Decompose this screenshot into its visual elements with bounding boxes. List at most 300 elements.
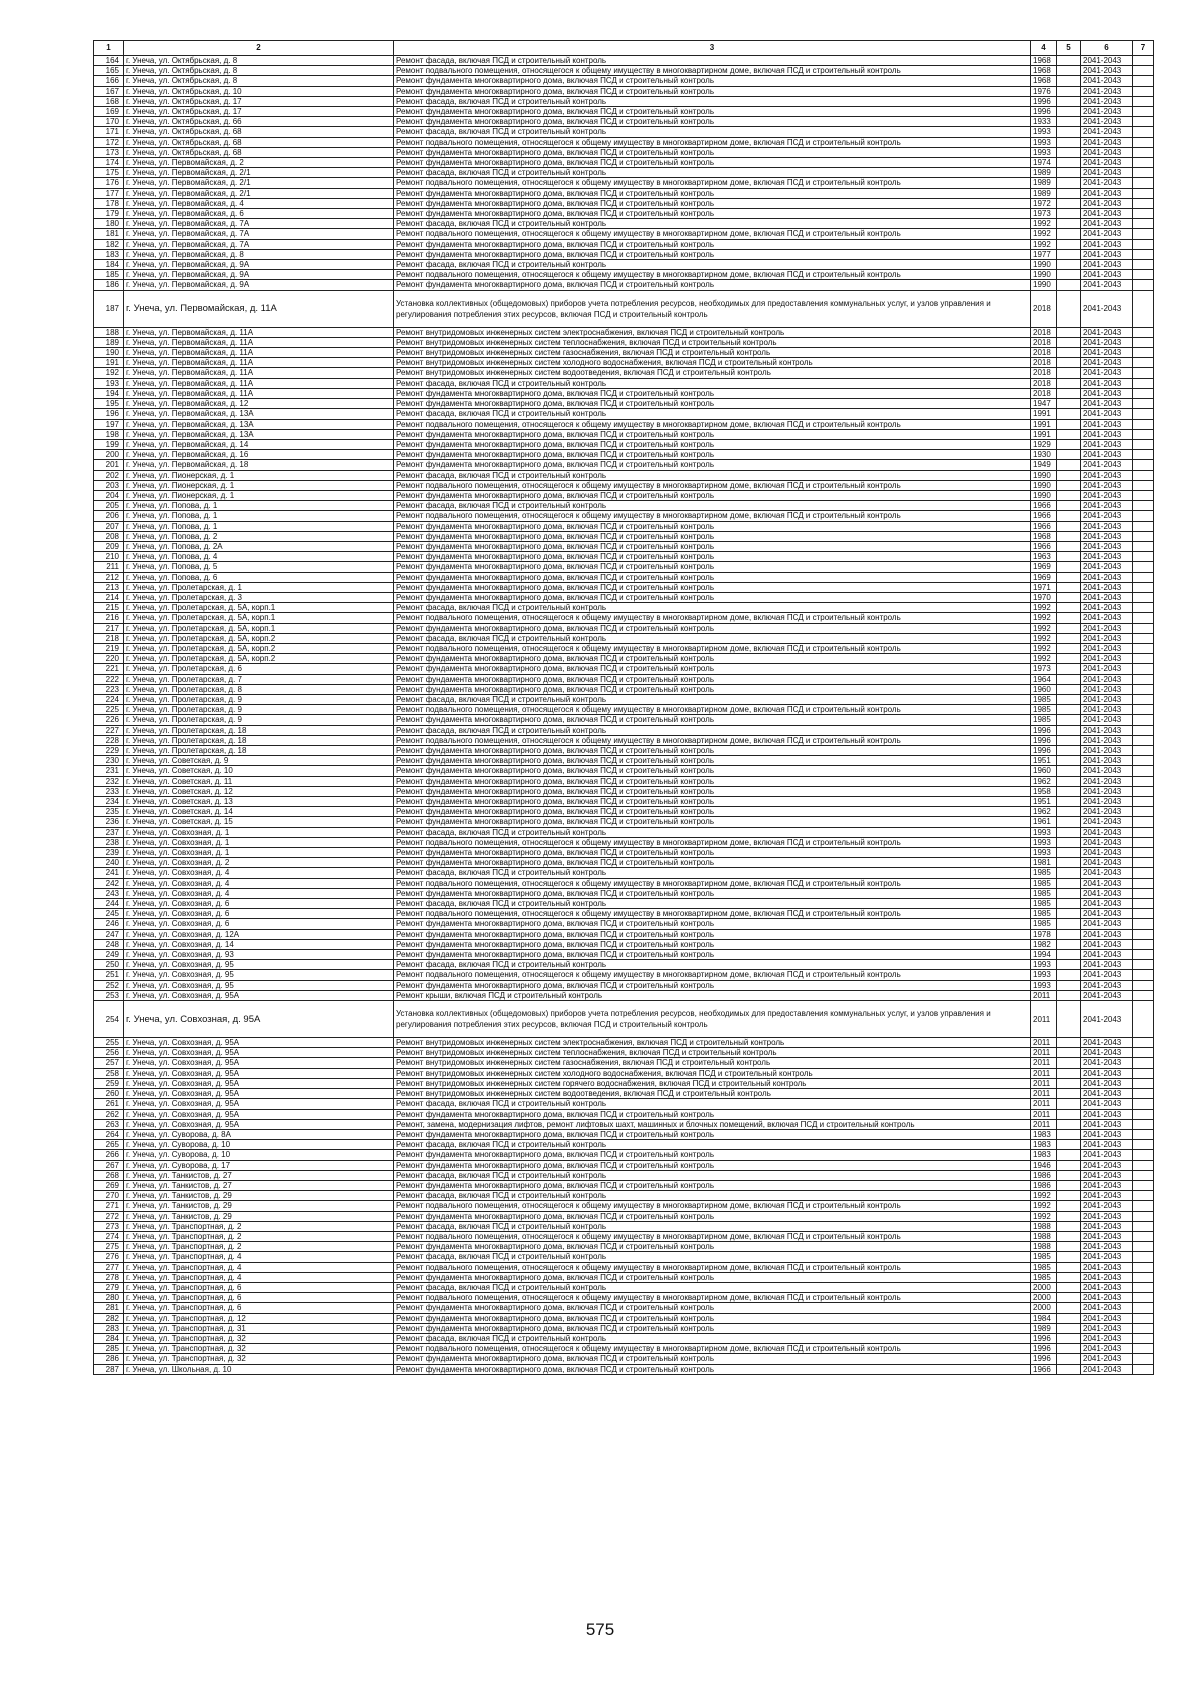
year-cell: 1929 — [1031, 439, 1057, 449]
col7-cell — [1133, 950, 1154, 960]
address-cell: г. Унеча, ул. Транспортная, д. 6 — [124, 1303, 394, 1313]
col7-cell — [1133, 249, 1154, 259]
address-cell: г. Унеча, ул. Первомайская, д. 11А — [124, 348, 394, 358]
table-row — [94, 290, 1154, 327]
period-cell: 2041-2043 — [1081, 439, 1133, 449]
work-type-cell: Ремонт фундамента многоквартирного дома, включая ПСД и строительный контроль — [394, 1272, 1031, 1282]
table-row — [94, 147, 1154, 157]
col5-cell — [1057, 970, 1081, 980]
address-cell: г. Унеча, ул. Совхозная, д. 95А — [124, 1058, 394, 1068]
work-type-cell: Ремонт фасада, включая ПСД и строительный контроль — [394, 694, 1031, 704]
table-row — [94, 654, 1154, 664]
col7-cell — [1133, 56, 1154, 66]
col5-cell — [1057, 358, 1081, 368]
work-type-cell: Ремонт подвального помещения, относящегося к общему имуществу в многоквартирном доме, включая ПСД и строительный контроль — [394, 1201, 1031, 1211]
address-cell: г. Унеча, ул. Транспортная, д. 32 — [124, 1344, 394, 1354]
row-number: 177 — [94, 188, 124, 198]
year-cell: 1966 — [1031, 1364, 1057, 1374]
year-cell: 1991 — [1031, 409, 1057, 419]
address-cell: г. Унеча, ул. Первомайская, д. 2/1 — [124, 188, 394, 198]
year-cell: 1947 — [1031, 399, 1057, 409]
table-row — [94, 562, 1154, 572]
period-cell: 2041-2043 — [1081, 460, 1133, 470]
period-cell: 2041-2043 — [1081, 950, 1133, 960]
row-number: 171 — [94, 127, 124, 137]
period-cell: 2041-2043 — [1081, 623, 1133, 633]
address-cell: г. Унеча, ул. Попова, д. 1 — [124, 501, 394, 511]
period-cell: 2041-2043 — [1081, 613, 1133, 623]
year-cell: 1996 — [1031, 1333, 1057, 1343]
table-row — [94, 76, 1154, 86]
table-row — [94, 1221, 1154, 1231]
table-row — [94, 56, 1154, 66]
work-type-cell: Ремонт фасада, включая ПСД и строительный контроль — [394, 409, 1031, 419]
work-type-cell: Ремонт фундамента многоквартирного дома, включая ПСД и строительный контроль — [394, 490, 1031, 500]
address-cell: г. Унеча, ул. Суворова, д. 17 — [124, 1160, 394, 1170]
work-type-cell: Ремонт фундамента многоквартирного дома, включая ПСД и строительный контроль — [394, 623, 1031, 633]
work-type-cell: Ремонт фундамента многоквартирного дома, включая ПСД и строительный контроль — [394, 807, 1031, 817]
period-cell: 2041-2043 — [1081, 756, 1133, 766]
table-row — [94, 1170, 1154, 1180]
address-cell: г. Унеча, ул. Советская, д. 15 — [124, 817, 394, 827]
work-type-cell: Ремонт фундамента многоквартирного дома, включая ПСД и строительный контроль — [394, 552, 1031, 562]
col5-cell — [1057, 280, 1081, 290]
year-cell: 1992 — [1031, 239, 1057, 249]
table-row — [94, 643, 1154, 653]
col5-cell — [1057, 327, 1081, 337]
row-number: 214 — [94, 592, 124, 602]
table-row — [94, 552, 1154, 562]
work-type-cell: Ремонт фасада, включая ПСД и строительный контроль — [394, 260, 1031, 270]
col7-cell — [1133, 470, 1154, 480]
col5-cell — [1057, 1323, 1081, 1333]
row-number: 215 — [94, 603, 124, 613]
address-cell: г. Унеча, ул. Первомайская, д. 11А — [124, 378, 394, 388]
col5-cell — [1057, 756, 1081, 766]
address-cell: г. Унеча, ул. Первомайская, д. 11А — [124, 388, 394, 398]
period-cell: 2041-2043 — [1081, 1282, 1133, 1292]
period-cell: 2041-2043 — [1081, 198, 1133, 208]
col5-cell — [1057, 827, 1081, 837]
row-number: 266 — [94, 1150, 124, 1160]
period-cell: 2041-2043 — [1081, 541, 1133, 551]
col7-cell — [1133, 888, 1154, 898]
work-type-cell: Ремонт фасада, включая ПСД и строительный контроль — [394, 1282, 1031, 1292]
row-number: 212 — [94, 572, 124, 582]
table-row — [94, 1282, 1154, 1292]
table-row — [94, 766, 1154, 776]
period-cell: 2041-2043 — [1081, 1048, 1133, 1058]
table-row — [94, 1333, 1154, 1343]
address-cell: г. Унеча, ул. Танкистов, д. 29 — [124, 1191, 394, 1201]
works-table — [93, 40, 1154, 1375]
row-number: 164 — [94, 56, 124, 66]
col7-cell — [1133, 439, 1154, 449]
row-number: 273 — [94, 1221, 124, 1231]
row-number: 209 — [94, 541, 124, 551]
table-row — [94, 950, 1154, 960]
address-cell: г. Унеча, ул. Первомайская, д. 6 — [124, 209, 394, 219]
work-type-cell: Ремонт подвального помещения, относящегося к общему имуществу в многоквартирном доме, включая ПСД и строительный контроль — [394, 137, 1031, 147]
col7-cell — [1133, 1344, 1154, 1354]
year-cell: 1993 — [1031, 827, 1057, 837]
work-type-cell: Ремонт подвального помещения, относящегося к общему имуществу в многоквартирном доме, включая ПСД и строительный контроль — [394, 480, 1031, 490]
row-number: 179 — [94, 209, 124, 219]
year-cell: 1989 — [1031, 188, 1057, 198]
table-row — [94, 521, 1154, 531]
col7-cell — [1133, 837, 1154, 847]
row-number: 287 — [94, 1364, 124, 1374]
row-number: 237 — [94, 827, 124, 837]
row-number: 198 — [94, 429, 124, 439]
work-type-cell: Ремонт фундамента многоквартирного дома, включая ПСД и строительный контроль — [394, 766, 1031, 776]
row-number: 238 — [94, 837, 124, 847]
row-number: 178 — [94, 198, 124, 208]
col5-cell — [1057, 960, 1081, 970]
row-number: 233 — [94, 786, 124, 796]
col5-cell — [1057, 178, 1081, 188]
row-number: 274 — [94, 1231, 124, 1241]
work-type-cell: Ремонт фундамента многоквартирного дома, включая ПСД и строительный контроль — [394, 980, 1031, 990]
work-type-cell: Ремонт фасада, включая ПСД и строительный контроль — [394, 1333, 1031, 1343]
col5-cell — [1057, 521, 1081, 531]
period-cell: 2041-2043 — [1081, 654, 1133, 664]
period-cell: 2041-2043 — [1081, 178, 1133, 188]
period-cell: 2041-2043 — [1081, 337, 1133, 347]
year-cell: 1972 — [1031, 198, 1057, 208]
address-cell: г. Унеча, ул. Совхозная, д. 95А — [124, 1068, 394, 1078]
col5-cell — [1057, 490, 1081, 500]
col7-cell — [1133, 868, 1154, 878]
year-cell: 2000 — [1031, 1282, 1057, 1292]
row-number: 261 — [94, 1099, 124, 1109]
table-row — [94, 1191, 1154, 1201]
address-cell: г. Унеча, ул. Транспортная, д. 4 — [124, 1262, 394, 1272]
col7-cell — [1133, 1303, 1154, 1313]
col5-cell — [1057, 348, 1081, 358]
col7-cell — [1133, 337, 1154, 347]
col5-cell — [1057, 168, 1081, 178]
period-cell: 2041-2043 — [1081, 858, 1133, 868]
col5-cell — [1057, 1354, 1081, 1364]
year-cell: 1993 — [1031, 147, 1057, 157]
year-cell: 1989 — [1031, 168, 1057, 178]
row-number: 185 — [94, 270, 124, 280]
period-cell: 2041-2043 — [1081, 674, 1133, 684]
work-type-cell: Ремонт фундамента многоквартирного дома, включая ПСД и строительный контроль — [394, 1242, 1031, 1252]
col5-cell — [1057, 572, 1081, 582]
col7-cell — [1133, 521, 1154, 531]
address-cell: г. Унеча, ул. Попова, д. 1 — [124, 511, 394, 521]
col7-cell — [1133, 260, 1154, 270]
address-cell: г. Унеча, ул. Октябрьская, д. 10 — [124, 86, 394, 96]
year-cell: 1962 — [1031, 807, 1057, 817]
work-type-cell: Ремонт фундамента многоквартирного дома, включая ПСД и строительный контроль — [394, 1354, 1031, 1364]
period-cell: 2041-2043 — [1081, 827, 1133, 837]
period-cell: 2041-2043 — [1081, 592, 1133, 602]
period-cell: 2041-2043 — [1081, 209, 1133, 219]
address-cell: г. Унеча, ул. Совхозная, д. 14 — [124, 939, 394, 949]
col5-cell — [1057, 1140, 1081, 1150]
table-row — [94, 633, 1154, 643]
address-cell: г. Унеча, ул. Октябрьская, д. 8 — [124, 76, 394, 86]
period-cell: 2041-2043 — [1081, 1201, 1133, 1211]
work-type-cell: Ремонт фундамента многоквартирного дома, включая ПСД и строительный контроль — [394, 562, 1031, 572]
row-number: 199 — [94, 439, 124, 449]
col7-cell — [1133, 117, 1154, 127]
col5-cell — [1057, 209, 1081, 219]
row-number: 247 — [94, 929, 124, 939]
work-type-cell: Ремонт подвального помещения, относящегося к общему имуществу в многоквартирном доме, включая ПСД и строительный контроль — [394, 419, 1031, 429]
year-cell: 1974 — [1031, 158, 1057, 168]
col5-cell — [1057, 817, 1081, 827]
work-type-cell: Ремонт внутридомовых инженерных систем электроснабжения, включая ПСД и строительный контроль — [394, 1038, 1031, 1048]
period-cell: 2041-2043 — [1081, 1109, 1133, 1119]
period-cell: 2041-2043 — [1081, 249, 1133, 259]
table-row — [94, 1099, 1154, 1109]
work-type-cell: Ремонт внутридомовых инженерных систем холодного водоснабжения, включая ПСД и строительный контроль — [394, 358, 1031, 368]
period-cell: 2041-2043 — [1081, 147, 1133, 157]
year-cell: 1992 — [1031, 654, 1057, 664]
address-cell: г. Унеча, ул. Пролетарская, д. 9 — [124, 694, 394, 704]
row-number: 174 — [94, 158, 124, 168]
period-cell: 2041-2043 — [1081, 684, 1133, 694]
col7-cell — [1133, 725, 1154, 735]
table-row — [94, 807, 1154, 817]
address-cell: г. Унеча, ул. Пролетарская, д. 5А, корп.2 — [124, 633, 394, 643]
period-cell: 2041-2043 — [1081, 1099, 1133, 1109]
table-row — [94, 858, 1154, 868]
year-cell: 1985 — [1031, 1252, 1057, 1262]
work-type-cell: Ремонт фундамента многоквартирного дома, включая ПСД и строительный контроль — [394, 756, 1031, 766]
address-cell: г. Унеча, ул. Совхозная, д. 95А — [124, 1109, 394, 1119]
period-cell: 2041-2043 — [1081, 1150, 1133, 1160]
col7-cell — [1133, 909, 1154, 919]
period-cell: 2041-2043 — [1081, 980, 1133, 990]
col7-cell — [1133, 623, 1154, 633]
table-row — [94, 674, 1154, 684]
col7-cell — [1133, 1313, 1154, 1323]
period-cell: 2041-2043 — [1081, 1303, 1133, 1313]
row-number: 268 — [94, 1170, 124, 1180]
col5-cell — [1057, 1180, 1081, 1190]
col7-cell — [1133, 817, 1154, 827]
col7-cell — [1133, 939, 1154, 949]
col7-cell — [1133, 1242, 1154, 1252]
address-cell: г. Унеча, ул. Первомайская, д. 4 — [124, 198, 394, 208]
col7-cell — [1133, 178, 1154, 188]
row-number: 228 — [94, 735, 124, 745]
col5-cell — [1057, 1099, 1081, 1109]
col5-cell — [1057, 76, 1081, 86]
table-row — [94, 501, 1154, 511]
col5-cell — [1057, 592, 1081, 602]
year-cell: 1990 — [1031, 280, 1057, 290]
year-cell: 1985 — [1031, 715, 1057, 725]
year-cell: 1930 — [1031, 450, 1057, 460]
period-cell: 2041-2043 — [1081, 1242, 1133, 1252]
address-cell: г. Унеча, ул. Первомайская, д. 11А — [124, 327, 394, 337]
row-number: 260 — [94, 1089, 124, 1099]
col7-cell — [1133, 684, 1154, 694]
address-cell: г. Унеча, ул. Попова, д. 1 — [124, 521, 394, 531]
year-cell: 2018 — [1031, 388, 1057, 398]
work-type-cell: Ремонт фундамента многоквартирного дома, включая ПСД и строительный контроль — [394, 1303, 1031, 1313]
address-cell: г. Унеча, ул. Первомайская, д. 7А — [124, 239, 394, 249]
work-type-cell: Ремонт фундамента многоквартирного дома, включая ПСД и строительный контроль — [394, 158, 1031, 168]
work-type-cell: Ремонт подвального помещения, относящегося к общему имуществу в многоквартирном доме, включая ПСД и строительный контроль — [394, 643, 1031, 653]
year-cell: 2018 — [1031, 290, 1057, 327]
table-row — [94, 909, 1154, 919]
row-number: 196 — [94, 409, 124, 419]
period-cell: 2041-2043 — [1081, 399, 1133, 409]
table-row — [94, 260, 1154, 270]
col5-cell — [1057, 460, 1081, 470]
col5-cell — [1057, 1160, 1081, 1170]
address-cell: г. Унеча, ул. Транспортная, д. 4 — [124, 1252, 394, 1262]
period-cell: 2041-2043 — [1081, 939, 1133, 949]
table-row — [94, 817, 1154, 827]
col7-cell — [1133, 756, 1154, 766]
table-row — [94, 470, 1154, 480]
period-cell: 2041-2043 — [1081, 419, 1133, 429]
period-cell: 2041-2043 — [1081, 280, 1133, 290]
row-number: 240 — [94, 858, 124, 868]
period-cell: 2041-2043 — [1081, 388, 1133, 398]
table-row — [94, 888, 1154, 898]
row-number: 281 — [94, 1303, 124, 1313]
table-row — [94, 960, 1154, 970]
year-cell: 1982 — [1031, 939, 1057, 949]
table-row — [94, 990, 1154, 1000]
period-cell: 2041-2043 — [1081, 1119, 1133, 1129]
table-row — [94, 939, 1154, 949]
col7-cell — [1133, 1068, 1154, 1078]
col7-cell — [1133, 766, 1154, 776]
year-cell: 1977 — [1031, 249, 1057, 259]
year-cell: 1968 — [1031, 76, 1057, 86]
work-type-cell: Ремонт фундамента многоквартирного дома, включая ПСД и строительный контроль — [394, 797, 1031, 807]
year-cell: 1985 — [1031, 694, 1057, 704]
table-row — [94, 797, 1154, 807]
work-type-cell: Ремонт фундамента многоквартирного дома, включая ПСД и строительный контроль — [394, 1160, 1031, 1170]
col7-cell — [1133, 1262, 1154, 1272]
col7-cell — [1133, 1078, 1154, 1088]
col5-cell — [1057, 837, 1081, 847]
work-type-cell: Ремонт фундамента многоквартирного дома, включая ПСД и строительный контроль — [394, 450, 1031, 460]
table-row — [94, 1048, 1154, 1058]
year-cell: 1983 — [1031, 1140, 1057, 1150]
col5-cell — [1057, 1221, 1081, 1231]
col7-cell — [1133, 654, 1154, 664]
col5-cell — [1057, 919, 1081, 929]
period-cell: 2041-2043 — [1081, 137, 1133, 147]
work-type-cell: Ремонт фасада, включая ПСД и строительный контроль — [394, 127, 1031, 137]
period-cell: 2041-2043 — [1081, 1333, 1133, 1343]
col7-cell — [1133, 66, 1154, 76]
table-row — [94, 1272, 1154, 1282]
address-cell: г. Унеча, ул. Транспортная, д. 31 — [124, 1323, 394, 1333]
row-number: 282 — [94, 1313, 124, 1323]
col5-cell — [1057, 86, 1081, 96]
table-row — [94, 623, 1154, 633]
work-type-cell: Ремонт фундамента многоквартирного дома, включая ПСД и строительный контроль — [394, 1323, 1031, 1333]
col5-cell — [1057, 694, 1081, 704]
year-cell: 1992 — [1031, 1211, 1057, 1221]
col5-cell — [1057, 654, 1081, 664]
row-number: 222 — [94, 674, 124, 684]
col5-cell — [1057, 1109, 1081, 1119]
period-cell: 2041-2043 — [1081, 909, 1133, 919]
year-cell: 1986 — [1031, 1170, 1057, 1180]
address-cell: г. Унеча, ул. Первомайская, д. 7А — [124, 219, 394, 229]
col5-cell — [1057, 1242, 1081, 1252]
address-cell: г. Унеча, ул. Суворова, д. 8А — [124, 1129, 394, 1139]
col7-cell — [1133, 209, 1154, 219]
work-type-cell: Ремонт внутридомовых инженерных систем газоснабжения, включая ПСД и строительный контроль — [394, 1058, 1031, 1068]
col7-cell — [1133, 592, 1154, 602]
work-type-cell: Ремонт фундамента многоквартирного дома, включая ПСД и строительный контроль — [394, 86, 1031, 96]
year-cell: 1966 — [1031, 501, 1057, 511]
year-cell: 2018 — [1031, 368, 1057, 378]
col5-cell — [1057, 1068, 1081, 1078]
col7-cell — [1133, 1038, 1154, 1048]
address-cell: г. Унеча, ул. Советская, д. 9 — [124, 756, 394, 766]
address-cell: г. Унеча, ул. Танкистов, д. 27 — [124, 1180, 394, 1190]
row-number: 225 — [94, 705, 124, 715]
col5-cell — [1057, 368, 1081, 378]
row-number: 272 — [94, 1211, 124, 1221]
address-cell: г. Унеча, ул. Школьная, д. 10 — [124, 1364, 394, 1374]
table-row — [94, 1231, 1154, 1241]
col7-cell — [1133, 378, 1154, 388]
row-number: 230 — [94, 756, 124, 766]
table-row — [94, 327, 1154, 337]
year-cell: 1992 — [1031, 1191, 1057, 1201]
table-row — [94, 219, 1154, 229]
work-type-cell: Ремонт фундамента многоквартирного дома, включая ПСД и строительный контроль — [394, 1109, 1031, 1119]
period-cell: 2041-2043 — [1081, 746, 1133, 756]
year-cell: 1985 — [1031, 899, 1057, 909]
period-cell: 2041-2043 — [1081, 66, 1133, 76]
row-number: 278 — [94, 1272, 124, 1282]
address-cell: г. Унеча, ул. Транспортная, д. 2 — [124, 1231, 394, 1241]
col5-cell — [1057, 117, 1081, 127]
col7-cell — [1133, 229, 1154, 239]
year-cell: 1992 — [1031, 633, 1057, 643]
table-row — [94, 1109, 1154, 1119]
address-cell: г. Унеча, ул. Совхозная, д. 2 — [124, 858, 394, 868]
row-number: 283 — [94, 1323, 124, 1333]
row-number: 188 — [94, 327, 124, 337]
period-cell: 2041-2043 — [1081, 260, 1133, 270]
table-row — [94, 117, 1154, 127]
col5-cell — [1057, 848, 1081, 858]
year-cell: 1933 — [1031, 117, 1057, 127]
col5-cell — [1057, 1313, 1081, 1323]
period-cell: 2041-2043 — [1081, 270, 1133, 280]
year-cell: 2011 — [1031, 1109, 1057, 1119]
period-cell: 2041-2043 — [1081, 229, 1133, 239]
col5-cell — [1057, 1293, 1081, 1303]
period-cell: 2041-2043 — [1081, 1364, 1133, 1374]
year-cell: 1988 — [1031, 1221, 1057, 1231]
table-row — [94, 511, 1154, 521]
col7-cell — [1133, 990, 1154, 1000]
work-type-cell: Ремонт внутридомовых инженерных систем водоотведения, включая ПСД и строительный контроль — [394, 1089, 1031, 1099]
period-cell: 2041-2043 — [1081, 1058, 1133, 1068]
col5-cell — [1057, 613, 1081, 623]
